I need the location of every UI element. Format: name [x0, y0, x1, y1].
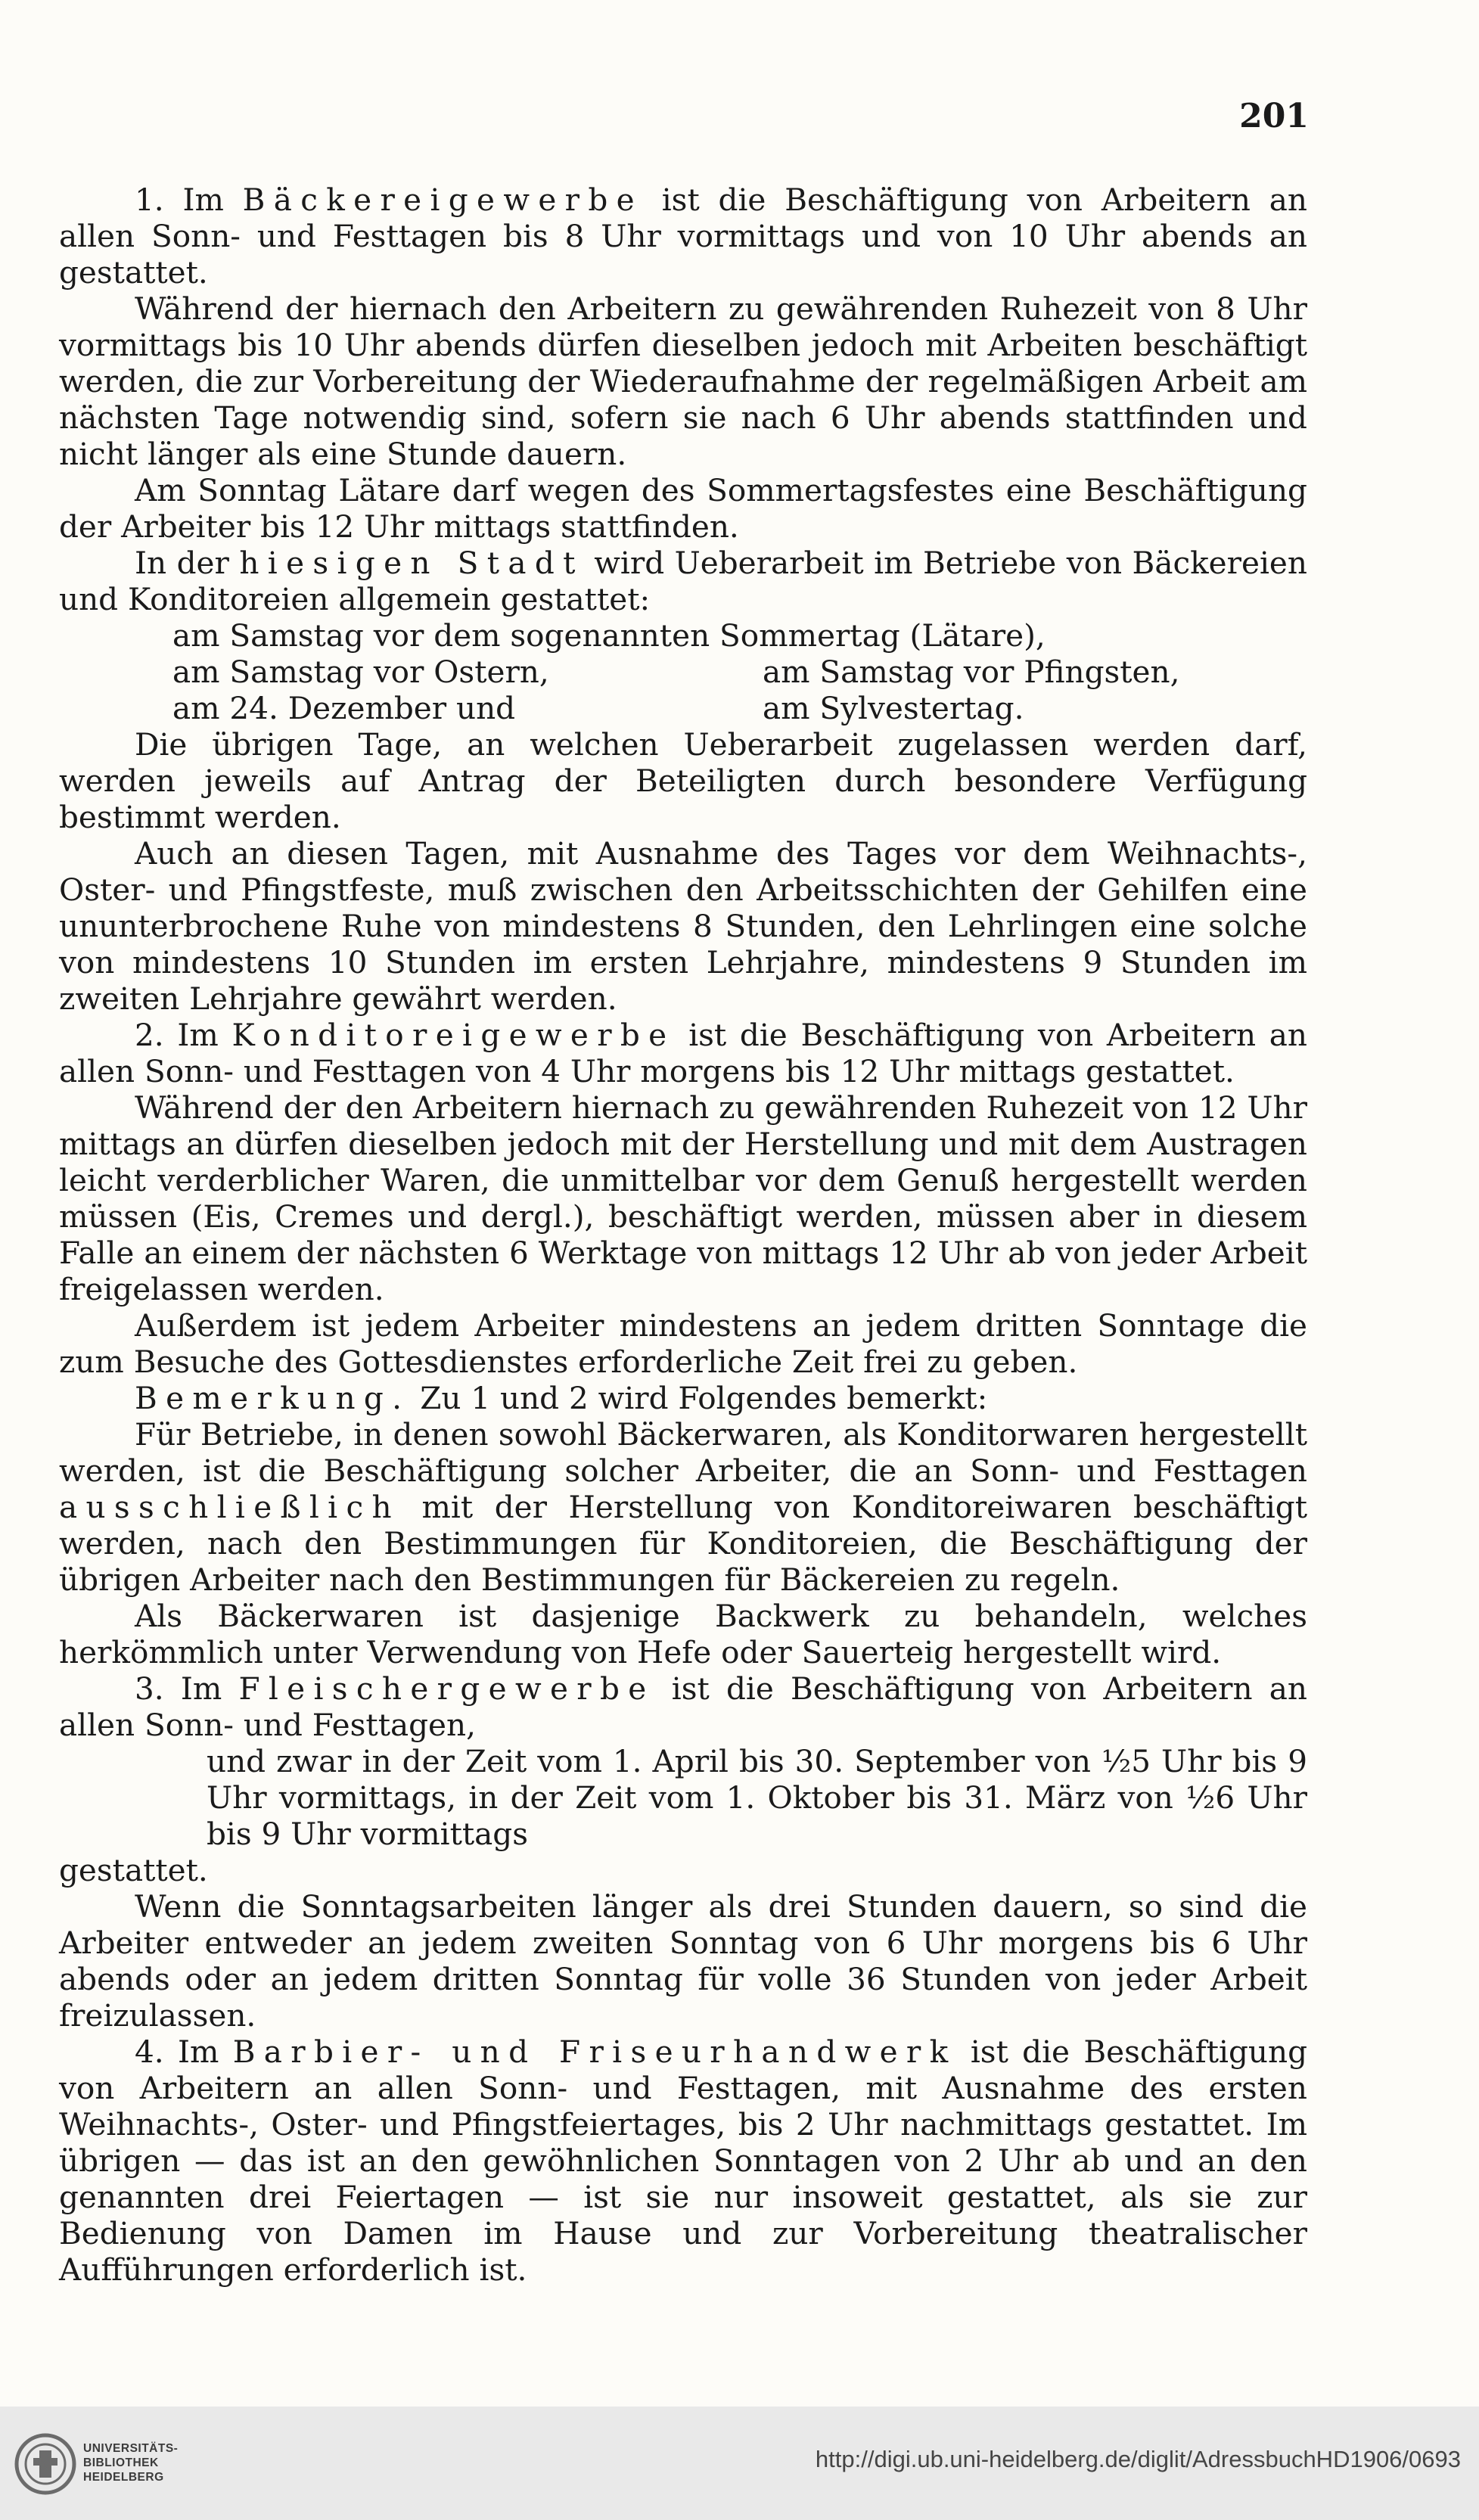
day-item: am Samstag vor Ostern, [172, 654, 549, 690]
logo-line: HEIDELBERG [83, 2471, 164, 2484]
paragraph-barbier-friseur [59, 2034, 1307, 2288]
logo-line: BIBLIOTHEK [83, 2456, 159, 2469]
days-list [172, 617, 1307, 726]
paragraph-ruhezeit-baecker: Während der hiernach den Arbeitern zu gewährenden Ruhezeit von 8 Uhr vormittags bis 10 Uhr abends dürfen dieselben jedoch mit Arbeiten beschäftigt werden, die zur Vorbereitung der Wiederaufnahme der regelmäßigen Arbeit am nächsten Tage notwendig sind, sofern sie nach 6 Uhr abends stattfinden und nicht länger als eine Stunde dauern. [59, 291, 1307, 472]
paragraph-lead: Für Betriebe, in denen sowohl Bäckerwaren, als Konditorwaren hergestellt werden, ist die Beschäftigung solcher Arbeiter, die an Sonn- und Festtagen [59, 1416, 1307, 1489]
paragraph-gestattet: gestattet. [59, 1852, 208, 1888]
trade-name-barbier-friseur: Barbier- und Friseurhandwerk [232, 2034, 957, 2070]
trade-name-konditorei: Konditoreigewerbe [231, 1017, 676, 1053]
paragraph-rest: ist die Beschäftigung von Arbeitern an allen Sonn- und Festtagen von 4 Uhr morgens bis 12 Uhr mittags gestattet. [59, 1017, 1307, 1089]
library-logo-text [83, 2441, 178, 2484]
trade-name-baeckerei: Bäckereigewerbe [242, 182, 643, 218]
paragraph-konditoreigewerbe [59, 1017, 1307, 1089]
paragraph-sonntagsarbeiten: Wenn die Sonntagsarbeiten länger als drei Stunden dauern, so sind die Arbeiter entweder an jedem zweiten Sonntag von 6 Uhr morgens bis 6 Uhr abends oder an jedem dritten Sonntag für volle 36 Stunden von jeder Arbeit freizulassen. [59, 1888, 1307, 2034]
trade-name-fleischer: Fleischergewerbe [238, 1670, 655, 1707]
paragraph-ruhe-gehilfen: Auch an diesen Tagen, mit Ausnahme des Tages vor dem Weihnachts-, Oster- und Pfingstfeste, muß zwischen den Arbeitsschichten der Gehilfen eine ununterbrochene Ruhe von mindestens 8 Stunden, den Lehrlingen eine solche von mindestens 10 Stunden im ersten Lehrjahre, mindestens 9 Stunden im zweiten Lehrjahre gewährt werden. [59, 835, 1307, 1017]
paragraph-lead: In der [135, 545, 240, 581]
university-seal-icon [14, 2432, 77, 2496]
day-row [172, 690, 1307, 726]
paragraph-mischbetriebe [59, 1416, 1307, 1598]
paragraph-fleischer-zeiten: und zwar in der Zeit vom 1. April bis 30. September von ½5 Uhr bis 9 Uhr vormittags, in der Zeit vom 1. Oktober bis 31. März von ½6 Uhr bis 9 Uhr vormittags [207, 1743, 1307, 1852]
day-item: am Samstag vor Pfingsten, [763, 654, 1180, 690]
paragraph-lead: 3. Im [135, 1670, 239, 1707]
paragraph-bemerkung [59, 1380, 1307, 1416]
paragraph-uebrige-tage: Die übrigen Tage, an welchen Ueberarbeit zugelassen werden darf, werden jeweils auf Antrag der Beteiligten durch besondere Verfügung bestimmt werden. [59, 726, 1307, 835]
paragraph-lead: 1. Im [135, 182, 243, 218]
paragraph-ueberarbeit [59, 545, 1307, 617]
paragraph-rest: ist die Beschäftigung von Arbeitern an allen Sonn- und Festtagen, [59, 1670, 1307, 1743]
paragraph-rest: wird Ueberarbeit im Betriebe von Bäckereien und Konditoreien allgemein gestattet: [59, 545, 1307, 617]
day-item: am Sylvestertag. [763, 690, 1024, 726]
bemerkung-label: Bemerkung. [135, 1380, 411, 1416]
paragraph-laetare: Am Sonntag Lätare darf wegen des Sommertagsfestes eine Beschäftigung der Arbeiter bis 12 Uhr mittags stattfinden. [59, 472, 1307, 545]
page-number: 201 [1239, 97, 1309, 135]
paragraph-fleischergewerbe [59, 1670, 1307, 1743]
paragraph-lead: 2. Im [135, 1017, 232, 1053]
document-body [59, 182, 1307, 2288]
paragraph-rest: mit der Herstellung von Konditoreiwaren beschäftigt werden, nach den Bestimmungen für Konditoreien, die Beschäftigung der übrigen Arbeiter nach den Bestimmungen für Bäckereien zu regeln. [59, 1489, 1307, 1598]
paragraph-baeckerwaren: Als Bäckerwaren ist dasjenige Backwerk zu behandeln, welches herkömmlich unter Verwendung von Hefe oder Sauerteig hergestellt wird. [59, 1598, 1307, 1670]
logo-line: UNIVERSITÄTS- [83, 2442, 179, 2455]
paragraph-gottesdienst: Außerdem ist jedem Arbeiter mindestens an jedem dritten Sonntage die zum Besuche des Gottesdienstes erforderliche Zeit frei zu geben. [59, 1307, 1307, 1380]
source-url-link[interactable]: http://digi.ub.uni-heidelberg.de/diglit/AdressbuchHD1906/0693 [815, 2446, 1461, 2472]
paragraph-ruhezeit-konditor: Während der den Arbeitern hiernach zu gewährenden Ruhezeit von 12 Uhr mittags an dürfen dieselben jedoch mit der Herstellung und mit dem Austragen leicht verderblicher Waren, die unmittelbar vor dem Genuß hergestellt werden müssen (Eis, Cremes und dergl.), beschäftigt werden, müssen aber in diesem Falle an einem der nächsten 6 Werktage von mittags 12 Uhr ab von jeder Arbeit freigelassen werden. [59, 1089, 1307, 1307]
day-item: am Samstag vor dem sogenannten Sommertag (Lätare), [172, 617, 1046, 654]
paragraph-rest: Zu 1 und 2 wird Folgendes bemerkt: [410, 1380, 988, 1416]
paragraph-baeckereigewerbe [59, 182, 1307, 291]
day-row [172, 654, 1307, 690]
paragraph-rest: ist die Beschäftigung von Arbeitern an allen Sonn- und Festtagen, mit Ausnahme des ersten Weihnachts-, Oster- und Pfingstfeiertages, bis 2 Uhr nachmittags gestattet. Im übrigen — das ist an den gewöhnlichen Sonntagen von 2 Uhr ab und an den genannten drei Feiertagen — ist sie nur insoweit gestattet, als sie zur Bedienung von Damen im Hause und zur Vorbereitung theatralischer Aufführungen erforderlich ist. [59, 2034, 1308, 2288]
paragraph-rest: ist die Beschäftigung von Arbeitern an allen Sonn- und Festtagen bis 8 Uhr vormittags und von 10 Uhr abends an gestattet. [59, 182, 1307, 291]
footer-bar [0, 2407, 1479, 2520]
city-emphasis: hiesigen Stadt [239, 545, 584, 581]
paragraph-lead: 4. Im [135, 2034, 233, 2070]
day-item: am 24. Dezember und [172, 690, 516, 726]
emphasis-ausschliesslich: ausschließlich [59, 1489, 400, 1525]
